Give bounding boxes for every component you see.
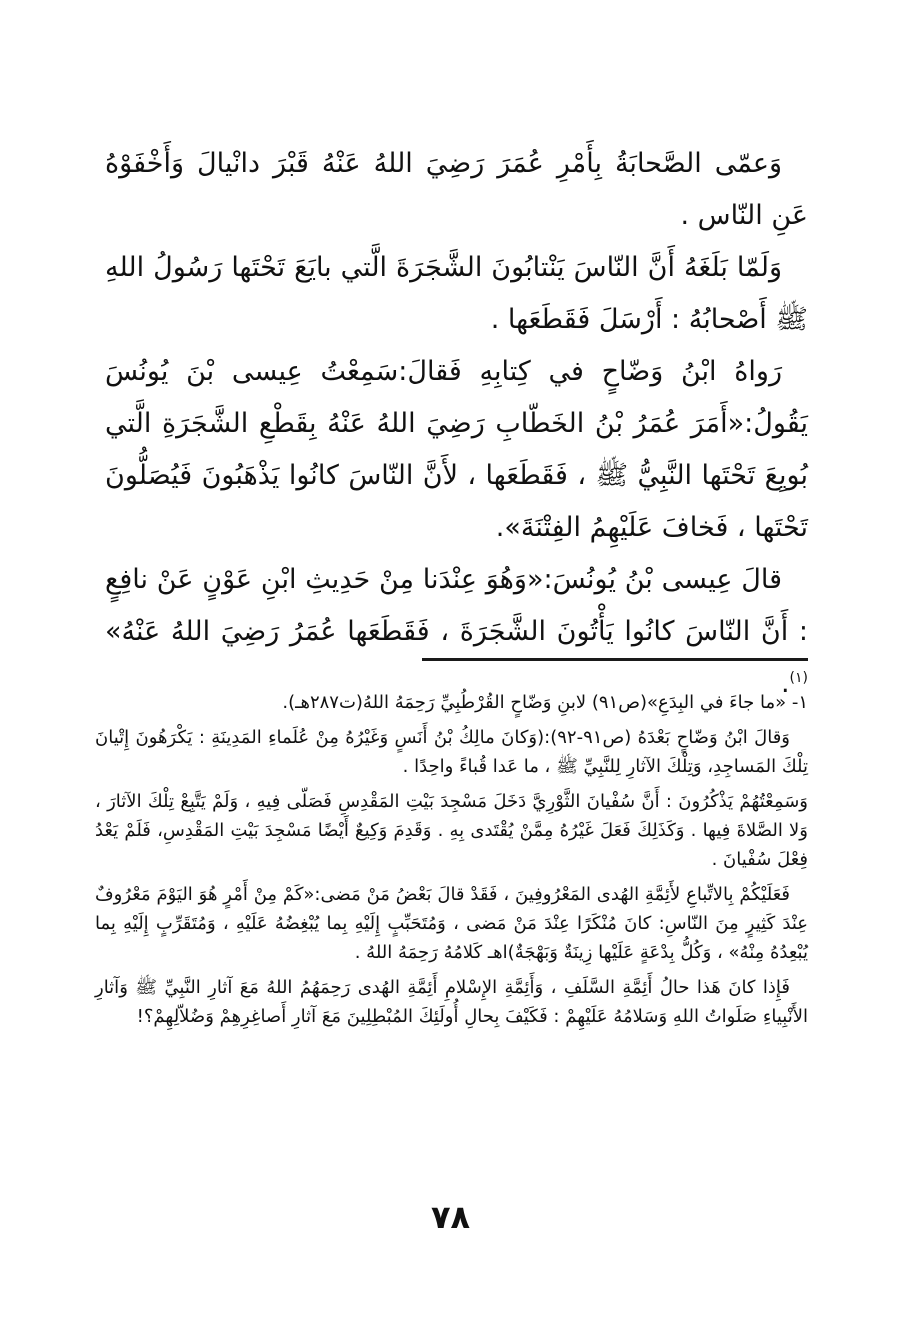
main-paragraph-1: وَعمّى الصَّحابَةُ بِأَمْرِ عُمَرَ رَضِيَ اللهُ عَنْهُ قَبْرَ دانْيالَ وَأَخْفَوْهُ عَنِ النّاس . [105,148,808,231]
page-number: ٧٨ [430,1198,471,1236]
main-paragraph-3: رَواهُ ابْنُ وَضّاحٍ في كِتابِهِ فَقالَ:سَمِعْتُ عِيسى بْنَ يُونُسَ يَقُولُ:«أَمَرَ عُمَرُ بْنُ الخَطّابِ رَضِيَ اللهُ عَنْهُ بِقَطْعِ الشَّجَرَةِ الَّتي بُويِعَ تَحْتَها النَّبِيُّ ﷺ ، فَقَطَعَها ، لأَنَّ النّاسَ كانُوا يَذْهَبُونَ فَيُصَلُّونَ تَحْتَها ، فَخافَ عَلَيْهِمُ الفِتْنَةَ». [105,356,808,543]
footnote-paragraph-2: وَقالَ ابْنُ وَضّاحٍ بَعْدَهُ (ص٩١-٩٢):(وَكانَ مالِكُ بْنُ أَنَسٍ وَغَيْرُهُ مِنْ عُلَماءِ المَدِينَةِ : يَكْرَهُونَ إِتْيانَ تِلْكَ المَساجِدِ، وَتِلْكَ الآثارِ لِلنَّبِيِّ ﷺ ، ما عَدا قُباءً واحِدًا . [95,727,808,777]
footnote-separator [422,658,808,661]
footnote-paragraph-3: وَسَمِعْتُهُمْ يَذْكُرُونَ : أَنَّ سُفْيانَ الثَّوْرِيَّ دَخَلَ مَسْجِدَ بَيْتِ المَقْدِسِ فَصَلّى فِيهِ ، وَلَمْ يَتَّبِعْ تِلْكَ الآثارَ ، وَلا الصَّلاةَ فِيها . وَكَذَلِكَ فَعَلَ غَيْرُهُ مِمَّنْ يُقْتَدى بِهِ . وَقَدِمَ وَكِيعٌ أَيْضًا مَسْجِدَ بَيْتِ المَقْدِسِ، فَلَمْ يَعْدُ فِعْلَ سُفْيانَ . [95,791,808,870]
footnote-1: ١- «ما جاءَ في البِدَعِ»(ص٩١) لابنِ وَضّاحٍ القُرْطُبِيِّ رَحِمَهُ اللهُ(ت٢٨٧هـ). [282,692,808,713]
main-paragraph-4: قالَ عِيسى بْنُ يُونُسَ:«وَهُوَ عِنْدَنا مِنْ حَدِيثِ ابْنِ عَوْنٍ عَنْ نافِعٍ : أَنَّ النّاسَ كانُوا يَأْتُونَ الشَّجَرَةَ ، فَقَطَعَها عُمَرُ رَضِيَ اللهُ عَنْهُ» $^{(١)}$. [105,564,808,699]
main-paragraph-4-text: قالَ عِيسى بْنُ يُونُسَ:«وَهُوَ عِنْدَنا مِنْ حَدِيثِ ابْنِ عَوْنٍ عَنْ نافِعٍ : أَنَّ النّاسَ كانُوا يَأْتُونَ الشَّجَرَةَ ، فَقَطَعَها عُمَرُ رَضِيَ اللهُ عَنْهُ» [105,564,808,647]
footnotes-section [95,688,808,1037]
footnote-marker: (١) [789,670,808,686]
main-body-text [105,138,808,710]
footnote-paragraph-4: فَعَلَيْكُمْ بِالاتِّباعِ لأَئِمَّةِ الهُدى المَعْرُوفِينَ ، فَقَدْ قالَ بَعْضُ مَنْ مَضى:«كَمْ مِنْ أَمْرٍ هُوَ اليَوْمَ مَعْرُوفٌ عِنْدَ كَثِيرٍ مِنَ النّاسِ: كانَ مُنْكَرًا عِنْدَ مَنْ مَضى ، وَمُتَحَبِّبٍ إِلَيْهِ بِما يُبْغِضُهُ عَلَيْهِ ، وَمُتَقَرِّبٍ إِلَيْهِ بِما يُبْعِدُهُ مِنْهُ» ، وَكُلُّ بِدْعَةٍ عَلَيْها زِينَةٌ وَبَهْجَةٌ)اهـ كَلامُهُ رَحِمَهُ اللهُ . [95,884,808,963]
main-paragraph-2: وَلَمّا بَلَغَهُ أَنَّ النّاسَ يَنْتابُونَ الشَّجَرَةَ الَّتي بايَعَ تَحْتَها رَسُولُ اللهِ ﷺ أَصْحابُهُ : أَرْسَلَ فَقَطَعَها . [105,252,808,335]
footnote-paragraph-5: فَإِذا كانَ هَذا حالُ أَئِمَّةِ السَّلَفِ ، وَأَئِمَّةِ الإِسْلامِ أَئِمَّةِ الهُدى رَحِمَهُمُ اللهُ مَعَ آثارِ النَّبِيِّ ﷺ وَآثارِ الأَنْبِياءِ صَلَواتُ اللهِ وَسَلامُهُ عَلَيْهِمْ : فَكَيْفَ بِحالِ أُولَئِكَ المُبْطِلِينَ مَعَ آثارِ أَصاغِرِهِمْ وَضُلاّلِهِمْ؟! [95,977,808,1027]
